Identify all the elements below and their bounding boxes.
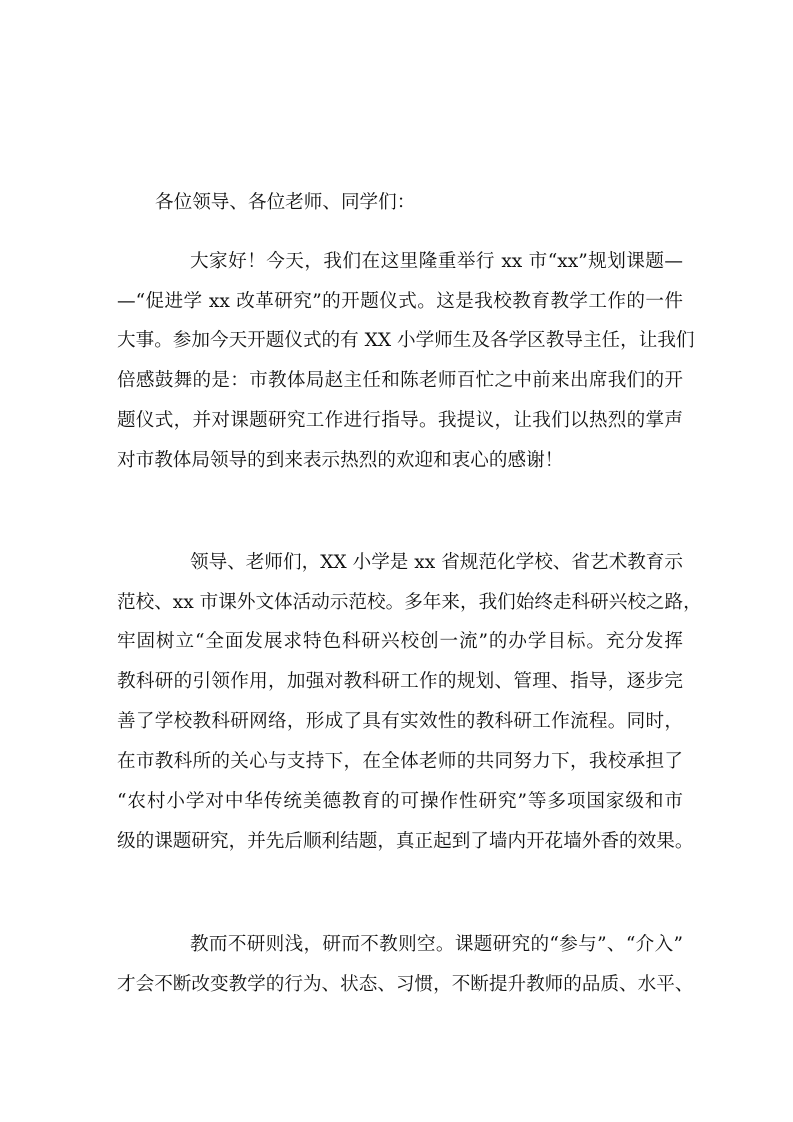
paragraph-line: 题仪式，并对课题研究工作进行指导。我提议，让我们以热烈的掌声 xyxy=(117,410,683,431)
paragraph-line: 善了学校教科研网络，形成了具有实效性的教科研工作流程。同时， xyxy=(117,711,683,732)
paragraph-line: 级的课题研究，并先后顺利结题，真正起到了墙内开花墙外香的效果。 xyxy=(117,831,694,852)
paragraph-line: 范校、xx 市课外文体活动示范校。多年来，我们始终走科研兴校之路， xyxy=(117,592,702,613)
paragraph-line: 对市教体局领导的到来表示热烈的欢迎和衷心的感谢！ xyxy=(117,450,564,471)
greeting: 各位领导、各位老师、同学们： xyxy=(155,192,416,213)
paragraph-line: 大家好！今天，我们在这里隆重举行 xx 市“xx”规划课题— xyxy=(190,251,683,272)
paragraph-line: 才会不断改变教学的行为、状态、习惯，不断提升教师的品质、水平、 xyxy=(117,974,694,995)
paragraph-line: 牢固树立“全面发展求特色科研兴校创一流”的办学目标。充分发挥 xyxy=(117,631,683,652)
paragraph-line: 倍感鼓舞的是：市教体局赵主任和陈老师百忙之中前来出席我们的开 xyxy=(117,370,683,391)
paragraph-line: “农村小学对中华传统美德教育的可操作性研究”等多项国家级和市 xyxy=(117,791,683,812)
paragraph-line: 教而不研则浅，研而不教则空。课题研究的“参与”、“介入” xyxy=(190,934,683,955)
paragraph-line: 大事。参加今天开题仪式的有 XX 小学师生及各学区教导主任，让我们 xyxy=(117,330,695,351)
paragraph-line: —“促进学 xx 改革研究”的开题仪式。这是我校教育教学工作的一件 xyxy=(117,291,683,312)
paragraph-line: 领导、老师们，XX 小学是 xx 省规范化学校、省艺术教育示 xyxy=(190,552,683,573)
paragraph-line: 教科研的引领作用，加强对教科研工作的规划、管理、指导，逐步完 xyxy=(117,671,683,692)
paragraph-line: 在市教科所的关心与支持下，在全体老师的共同努力下，我校承担了 xyxy=(117,751,683,772)
